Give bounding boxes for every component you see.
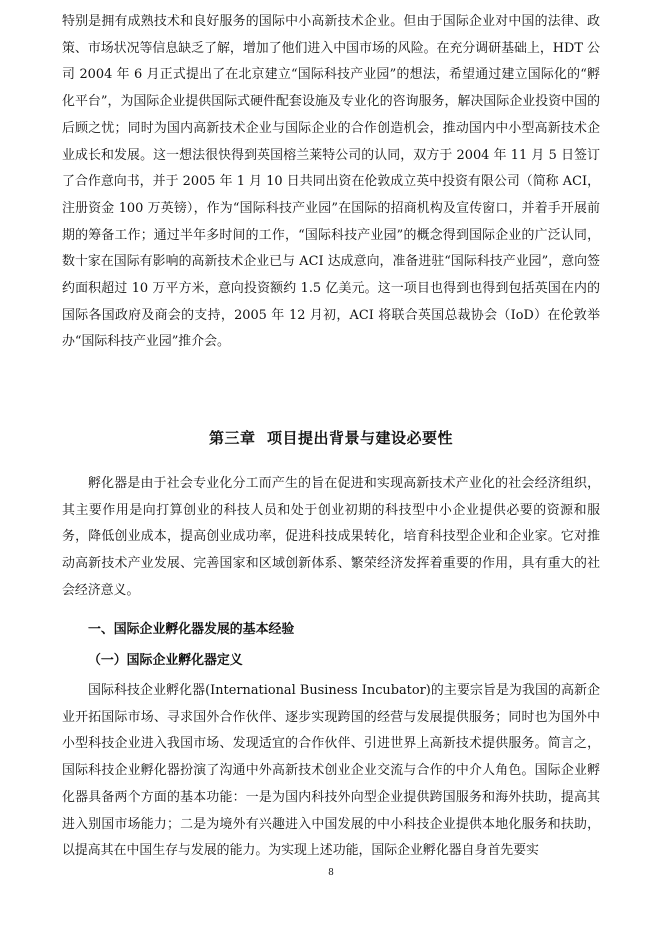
page-number: 8: [328, 868, 334, 878]
paragraph-hdt-background: 特别是拥有成熟技术和良好服务的国际中小高新技术企业。但由于国际企业对中国的法律、政策、市场状况等信息缺乏了解，增加了他们进入中国市场的风险。在充分调研基础上，HDT 公司 2004 年 6 月正式提出了在北京建立“国际科技产业园”的想法，希望通过建立国际化的“孵化平台”，为国际企业提供国际式硬件配套设施及专业化的咨询服务，解决国际企业投资中国的后顾之忧；同时为国内高新技术企业与国际企业的合作创造机会，推动国内中小型高新技术企业成长和发展。这一想法很快得到英国榕兰莱特公司的认同，双方于 2004 年 11 月 5 日签订了合作意向书，并于 2005 年 1 月 10 日共同出资在伦敦成立英中投资有限公司（简称 ACI，注册资金 100 万英镑），作为“国际科技产业园”在国际的招商机构及宣传窗口，并着手开展前期的筹备工作；通过半年多时间的工作，“国际科技产业园”的概念得到国际企业的广泛认同，数十家在国际有影响的高新技术企业已与 ACI 达成意向，准备进驻“国际科技产业园”，意向签约面积超过 10 万平方米，意向投资额约 1.5 亿美元。这一项目也得到也得到包括英国在内的国际各国政府及商会的支持，2005 年 12 月初，ACI 将联合英国总裁协会（IoD）在伦敦举办“国际科技产业园”推介会。: [62, 14, 600, 350]
chapter-title: 第三章 项目提出背景与建设必要性: [209, 429, 453, 447]
paragraph-incubator-definition: 国际科技企业孵化器(International Business Incubator)的主要宗旨是为我国的高新企业开拓国际市场、寻求国外合作伙伴、逐步实现跨国的经营与发展提供服务；同时也为国外中小型科技企业进入我国市场、发现适宜的合作伙伴、引进世界上高新技术提供服务。简言之，国际科技企业孵化器扮演了沟通中外高新技术创业企业交流与合作的中介人角色。国际企业孵化器具备两个方面的基本功能：一是为国内科技外向型企业提供跨国服务和海外扶助，提高其进入别国市场能力；二是为境外有兴趣进入中国发展的中小科技企业提供本地化服务和扶助，以提高其在中国生存与发展的能力。为实现上述功能，国际企业孵化器自身首先要实: [62, 683, 600, 859]
section-heading: 一、国际企业孵化器发展的基本经验: [88, 622, 295, 637]
paragraph-incubator-overview: 孵化器是由于社会专业化分工而产生的旨在促进和实现高新技术产业化的社会经济组织，其主要作用是向打算创业的科技人员和处于创业初期的科技型中小企业提供必要的资源和服务，降低创业成本，提高创业成功率，促进科技成果转化，培育科技型企业和企业家。它对推动高新技术产业发展、完善国家和区域创新体系、繁荣经济发挥着重要的作用，具有重大的社会经济意义。: [62, 476, 600, 598]
subsection-heading: （一）国际企业孵化器定义: [88, 653, 243, 668]
